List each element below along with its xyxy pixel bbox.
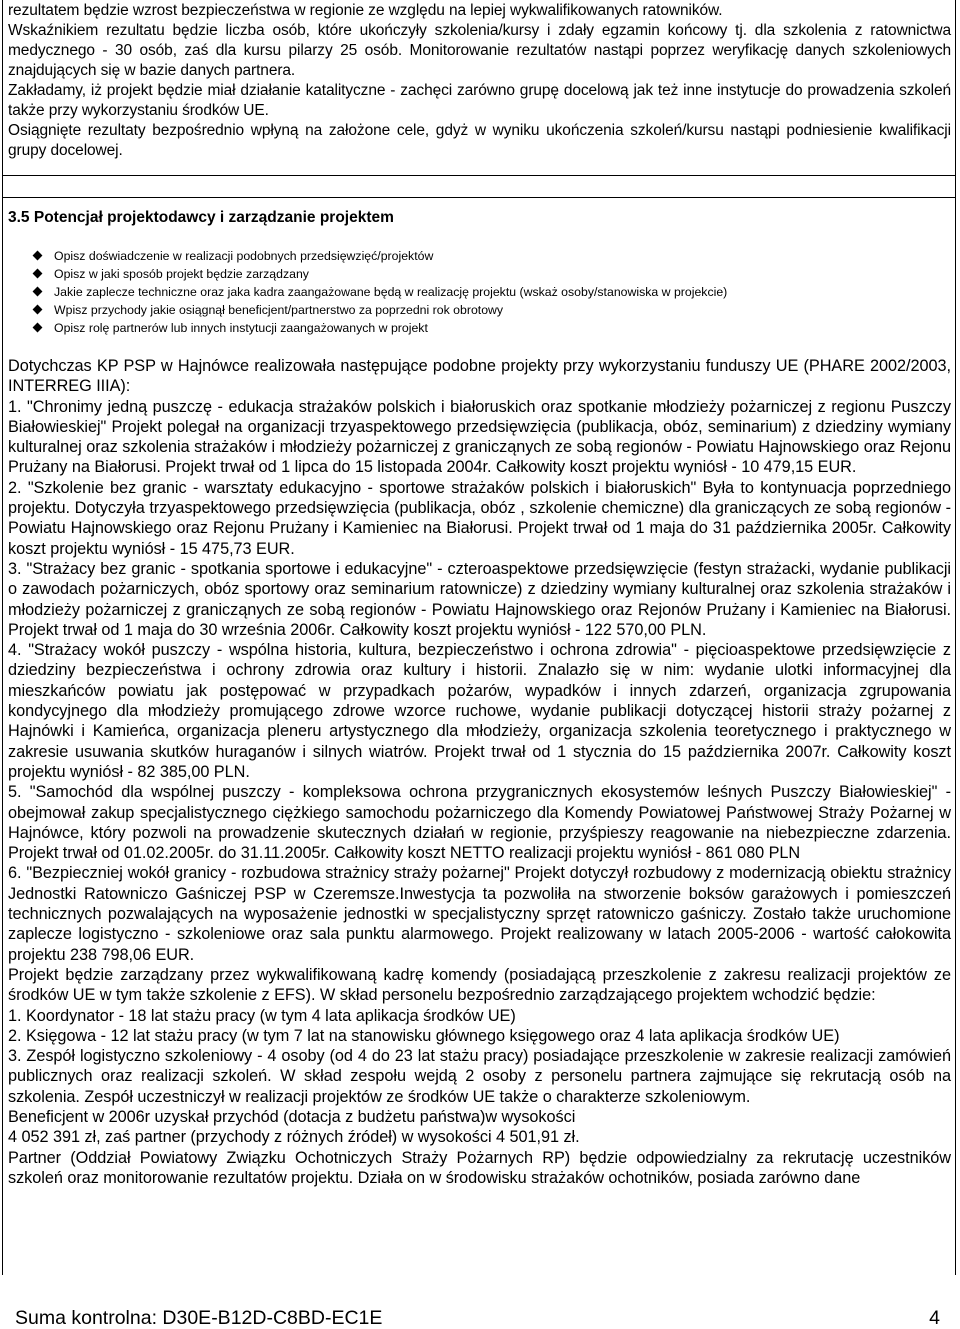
body-paragraph: Beneficjent w 2006r uzyskał przychód (dotacja z budżetu państwa)w wysokości [8,1107,576,1126]
section-box [2,198,956,1275]
list-item: Wpisz przychody jakie osiągnął beneficjent/partnerstwo za poprzedni rok obrotowy [54,301,951,319]
section-body [8,356,951,1188]
paragraph: Zakładamy, iż projekt będzie miał działanie katalityczne - zachęci zarówno grupę docelową jak też inne instytucje do prowadzenia szkoleń także przy wykorzystaniu środków UE. [8,82,951,119]
body-paragraph: 2. Księgowa - 12 lat stażu pracy (w tym 7 lat na stanowisku głównego księgowego oraz 4 lata aplikacja środków UE) [8,1026,840,1045]
diamond-bullet-icon [33,251,43,261]
top-text-box [2,0,956,176]
list-item: Jakie zaplecze techniczne oraz jaka kadra zaangażowane będą w realizację projektu (wskaż osoby/stanowiska w projekcie) [54,283,951,301]
checksum-footer: Suma kontrolna: D30E-B12D-C8BD-EC1E [15,1307,383,1329]
body-paragraph: 1. "Chronimy jedną puszczę - edukacja strażaków polskich i białoruskich oraz spotkanie młodzieży pożarniczej z regionu Puszczy Białowieskiej" Projekt polegał na organizacji trzyaspektowego przedsięwzięcia (publikacja, obóz, seminarium) z dziedziny wymiany kulturalnej oraz szkolenia strażaków i młodzieży pożarniczej z granicząnych ze sobą regionów - Powiatu Hajnowskiego oraz Rejonu Prużany na Białorusi. Projekt trwał od 1 lipca do 15 listopada 2004r. Całkowity koszt projektu wyniósł - 10 479,15 EUR. [8,397,951,477]
paragraph: rezultatem będzie wzrost bezpieczeństwa w regionie ze względu na lepiej wykwalifikowanych ratowników. [8,2,723,19]
diamond-bullet-icon [33,287,43,297]
page-number: 4 [929,1307,940,1329]
instruction-list [8,247,951,337]
body-paragraph: 6. "Bezpieczniej wokół granicy - rozbudowa strażnicy straży pożarnej" Projekt dotyczył rozbudowy z modernizacją obiektu strażnicy Jednostki Ratowniczo Gaśniczej PSP w Czeremsze.Inwestycja ta pozwoliła na stworzenie boksów garażowych i pomieszczeń technicznych pozwalających na wyposażenie jednostki w specjalistyczny sprzęt ratowniczo gaśniczy. Zostało także uruchomione zaplecze logistyczno - szkoleniowe oraz sala punktu alarmowego. Projekt realizowany w latach 2005-2006 - wartość całokowita projektu 238 798,06 EUR. [8,864,951,964]
diamond-bullet-icon [33,269,43,279]
body-paragraph: Dotychczas KP PSP w Hajnówce realizowała następujące podobne projekty przy wykorzystaniu funduszy UE (PHARE 2002/2003, INTERREG IIIA): [8,357,951,396]
section-title: 3.5 Potencjał projektodawcy i zarządzanie projektem [8,209,394,226]
body-paragraph: 5. "Samochód dla wspólnej puszczy - kompleksowa ochrona przygranicznych ekosystemów leśnych Puszczy Białowieskiej" - obejmował zakup specjalistycznego ciężkiego samochodu pożarniczego dla Komendy Powiatowej Państwowej Straży Pożarnej w Hajnówce, który pozwoli na prowadzenie skutecznych działań w regionie, przyśpieszy reagowanie na niebezpieczne zdarzenia. Projekt trwał od 01.02.2005r. do 31.11.2005r. Całkowity koszt NETTO realizacji projektu wyniósł - 861 080 PLN [8,783,951,863]
paragraph: Wskaźnikiem rezultatu będzie liczba osób, które ukończyły szkolenia/kursy i zdały egzamin końcowy tj. dla szkolenia z ratownictwa medycznego - 30 osób, zaś dla kursu pilarzy 25 osób. Monitorowanie rezultatów nastąpi poprzez weryfikację danych szkoleniowych znajdujących się w bazie danych partnera. [8,22,951,79]
body-paragraph: 4. "Strażacy wokół puszczy - wspólna historia, kultura, bezpieczeństwo i ochrona zdrowia" - pięcioaspektowe przedsięwzięcie z dziedziny bezpieczeństwa i ochrony zdrowia oraz kultury i historii. Znalazło się w nim: wydanie ulotki informacyjnej dla mieszkańców powiatu jak postępować w przypadkach pożarów, wypadków i innych zdarzeń, organizacja zgrupowania kondycyjnego dla młodzieży promującego zdrowe wzorce ruchowe, wydanie publikacji dotyczącej historii straży pożarnej z Hajnówki i Kamieńca, organizacja pleneru artystycznego dla młodzieży, organizacja szkolenia teoretycznego i praktycznego w zakresie usuwania skutków huraganów i silnych wiatrów. Projekt trwał od 1 stycznia do 15 października 2007r. Całkowity koszt projektu wyniósł - 82 385,00 PLN. [8,641,951,781]
body-paragraph: Partner (Oddział Powiatowy Związku Ochotniczych Straży Pożarnych RP) będzie odpowiedzialny za rekrutację uczestników szkoleń oraz monitorowanie rezultatów projektu. Działa on w środowisku strażaków ochotników, posiada zarówno dane [8,1148,951,1187]
list-item: Opisz rolę partnerów lub innych instytucji zaangażowanych w projekt [54,319,951,337]
paragraph: Osiągnięte rezultaty bezpośrednio wpłyną na założone cele, gdyż w wyniku ukończenia szkoleń/kursu nastąpi podniesienie kwalifikacji grupy docelowej. [8,122,951,159]
table-separator-row [2,176,956,198]
body-paragraph: 1. Koordynator - 18 lat stażu pracy (w tym 4 lata aplikacja środków UE) [8,1006,516,1025]
body-paragraph: 3. "Strażacy bez granic - spotkania sportowe i edukacyjne" - czteroaspektowe przedsięwzięcie (festyn strażacki, wydanie publikacji o zawodach pożarniczych, obóz sportowy oraz seminarium ratownicze) z dziedziny wymiany kulturalnej oraz szkolenia strażaków i młodzieży pożarniczej z granicząnych ze sobą regionów - Powiatu Hajnowskiego oraz Rejonów Prużany i Kamieniec na Białorusi. Projekt trwał od 1 maja do 30 września 2006r. Całkowity koszt projektu wyniósł - 122 570,00 PLN. [8,559,951,639]
list-item: Opisz doświadczenie w realizacji podobnych przedsięwzięć/projektów [54,247,951,265]
list-item: Opisz w jaki sposób projekt będzie zarządzany [54,265,951,283]
diamond-bullet-icon [33,305,43,315]
body-paragraph: 3. Zespół logistyczno szkoleniowy - 4 osoby (od 4 do 23 lat stażu pracy) posiadające przeszkolenie w zakresie realizacji zamówień publicznych oraz realizacji szkoleń. W skład zespołu wejdą 2 osoby z personelu partnera zajmujące się rekrutacją osób na szkolenia. Zespół uczestniczył w realizacji projektów ze środków UE także o charakterze szkoleniowym. [8,1047,951,1106]
body-paragraph: 4 052 391 zł, zaś partner (przychody z różnych źródeł) w wysokości 4 501,91 zł. [8,1128,580,1147]
diamond-bullet-icon [33,323,43,333]
body-paragraph: Projekt będzie zarządzany przez wykwalifikowaną kadrę komendy (posiadającą przeszkolenie z zakresu realizacji projektów ze środków UE w tym także szkolenie z EFS). W skład personelu bezpośrednio zarządzającego projektem wchodzić będzie: [8,965,951,1005]
body-paragraph: 2. "Szkolenie bez granic - warsztaty edukacyjno - sportowe strażaków polskich i białoruskich" Była to kontynuacja poprzedniego projektu. Dotyczyła trzyaspektowego przedsięwzięcia (publikacja, obóz , szkolenie chemiczne) dla graniczących ze sobą regionów - Powiatu Hajnowskiego oraz Rejonu Prużany i Kamieniec na Białorusi. Projekt trwał od 1 maja do 31 października 2005r. Całkowity koszt projektu wyniósł - 15 475,73 EUR. [8,478,951,558]
